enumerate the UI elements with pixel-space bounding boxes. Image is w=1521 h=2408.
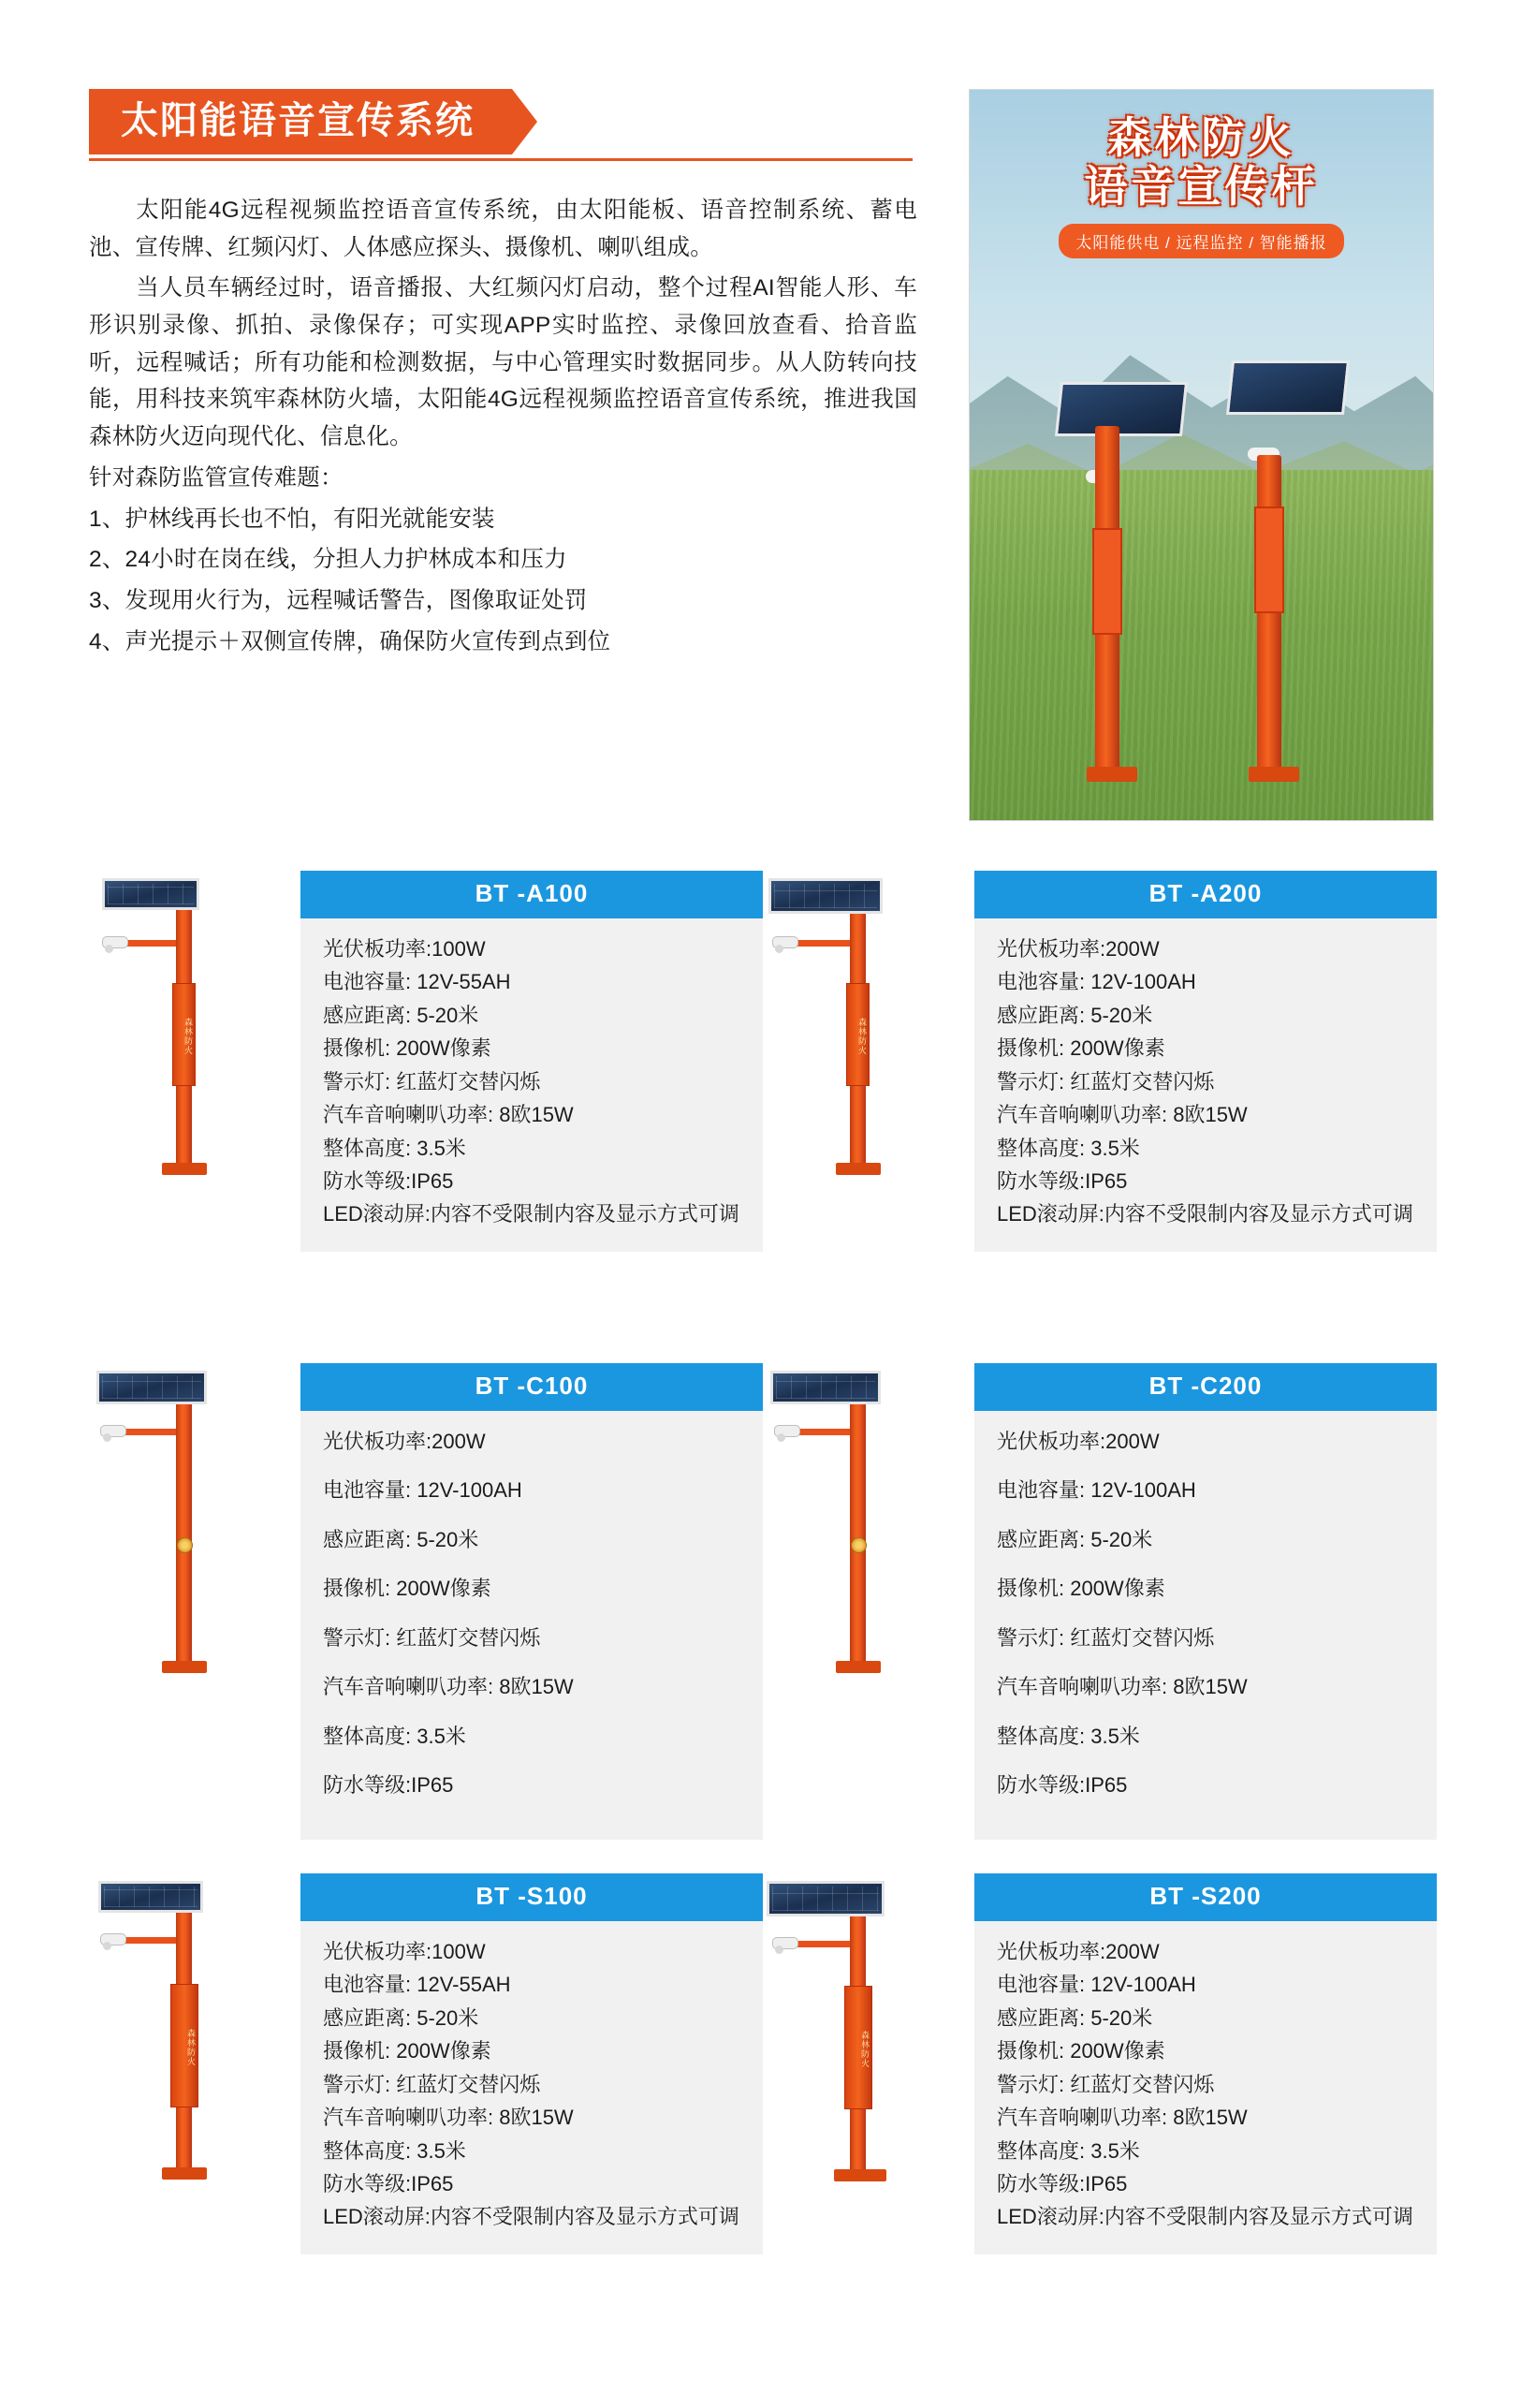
solar-panel-icon xyxy=(98,1881,203,1913)
spec-item: 汽车音响喇叭功率: 8欧15W xyxy=(997,1103,1248,1127)
pole-shaft xyxy=(850,1404,866,1667)
product-info-a200 xyxy=(974,871,1437,1252)
product-info-a100 xyxy=(300,871,763,1252)
intro-subheading: 针对森防监管宣传难题： xyxy=(89,464,344,491)
intro-text-block xyxy=(89,192,917,664)
spec-item: 防水等级:IP65 xyxy=(323,1169,454,1194)
hero-pole-right xyxy=(1257,455,1281,776)
product-image-a200 xyxy=(763,871,967,1329)
spec-item: 感应距离: 5-20米 xyxy=(323,1003,479,1027)
spec-item: 光伏板功率:100W xyxy=(323,1939,486,1963)
product-specs-s200 xyxy=(974,1921,1437,2254)
spec-item: 警示灯: 红蓝灯交替闪烁 xyxy=(997,1069,1215,1094)
speaker-icon xyxy=(177,1537,193,1553)
product-specs-a200 xyxy=(974,918,1437,1252)
solar-panel-icon xyxy=(768,878,883,914)
signboard: 森林防火 xyxy=(172,983,196,1086)
product-info-c200 xyxy=(974,1363,1437,1840)
intro-point-3: 3、发现用火行为，远程喊话警告，图像取证处罚 xyxy=(89,587,588,613)
product-card-c200 xyxy=(763,1363,1437,1840)
spec-item: 感应距离: 5-20米 xyxy=(997,2005,1153,2030)
spec-item: LED滚动屏:内容不受限制内容及显示方式可调 xyxy=(323,2204,739,2228)
page-header xyxy=(89,89,913,154)
spec-item: 警示灯: 红蓝灯交替闪烁 xyxy=(323,1625,541,1650)
speaker-icon xyxy=(851,1537,867,1553)
spec-item: 汽车音响喇叭功率: 8欧15W xyxy=(997,1675,1248,1699)
camera-icon xyxy=(772,936,798,948)
product-card-a200 xyxy=(763,871,1437,1329)
spec-item: 防水等级:IP65 xyxy=(997,1169,1128,1194)
pole-base xyxy=(834,2169,886,2181)
spec-item: 感应距离: 5-20米 xyxy=(997,1003,1153,1027)
product-model-a100: BT -A100 xyxy=(300,871,763,918)
spec-item: 光伏板功率:200W xyxy=(997,937,1160,961)
spec-item: 整体高度: 3.5米 xyxy=(997,1136,1140,1160)
spec-item: 电池容量: 12V-100AH xyxy=(323,1478,522,1503)
spec-item: 电池容量: 12V-100AH xyxy=(997,1478,1196,1503)
camera-icon xyxy=(100,1425,126,1437)
product-card-s200 xyxy=(763,1873,1437,2332)
intro-paragraph-2: 当人员车辆经过时，语音播报、大红频闪灯启动，整个过程AI智能人形、车形识别录像、抓拍、录像保存；可实现APP实时监控、录像回放查看、拾音监听，远程喊话；所有功能和检测数据，与中心管理实时数据同步。从人防转向技能，用科技来筑牢森林防火墙，太阳能4G远程视频监控语音宣传系统，推进我国森林防火迈向现代化、信息化。 xyxy=(89,275,917,450)
solar-panel-icon xyxy=(102,878,199,910)
spec-item: 整体高度: 3.5米 xyxy=(997,2138,1140,2163)
product-card-a100 xyxy=(89,871,763,1329)
spec-item: 电池容量: 12V-100AH xyxy=(997,1973,1196,1997)
title-divider xyxy=(89,158,913,161)
product-row xyxy=(89,871,1437,1329)
product-grid xyxy=(89,871,1437,2366)
spec-item: 摄像机: 200W像素 xyxy=(997,1577,1165,1601)
camera-icon xyxy=(774,1425,800,1437)
hero-photo xyxy=(969,89,1434,821)
spec-item: 汽车音响喇叭功率: 8欧15W xyxy=(323,2106,574,2130)
pole-base xyxy=(162,1163,207,1175)
spec-item: 光伏板功率:200W xyxy=(323,1430,486,1453)
product-row xyxy=(89,1873,1437,2332)
product-model-a200: BT -A200 xyxy=(974,871,1437,918)
spec-item: 防水等级:IP65 xyxy=(997,1773,1128,1798)
pole-base xyxy=(836,1163,881,1175)
product-model-s100: BT -S100 xyxy=(300,1873,763,1921)
spec-item: 汽车音响喇叭功率: 8欧15W xyxy=(323,1103,574,1127)
spec-item: 电池容量: 12V-100AH xyxy=(997,970,1196,994)
product-image-a100 xyxy=(89,871,293,1329)
spec-item: 光伏板功率:200W xyxy=(997,1939,1160,1963)
spec-item: 警示灯: 红蓝灯交替闪烁 xyxy=(997,1625,1215,1650)
camera-icon xyxy=(100,1933,126,1945)
hero-headline-line-1: 森林防火 xyxy=(1107,113,1295,162)
hero-feature-pill: 太阳能供电 / 远程监控 / 智能播报 xyxy=(1059,224,1343,258)
spec-item: LED滚动屏:内容不受限制内容及显示方式可调 xyxy=(323,1201,739,1226)
product-card-s100 xyxy=(89,1873,763,2332)
camera-icon xyxy=(102,936,128,948)
product-image-s200 xyxy=(763,1873,967,2332)
spec-item: 整体高度: 3.5米 xyxy=(997,1724,1140,1748)
spec-item: 整体高度: 3.5米 xyxy=(323,1724,466,1748)
signboard: 森林防火 xyxy=(846,983,870,1086)
spec-item: 警示灯: 红蓝灯交替闪烁 xyxy=(997,2072,1215,2096)
product-info-s100 xyxy=(300,1873,763,2254)
spec-item: LED滚动屏:内容不受限制内容及显示方式可调 xyxy=(997,2204,1413,2228)
spec-item: 防水等级:IP65 xyxy=(323,1773,454,1798)
spec-item: 摄像机: 200W像素 xyxy=(323,2039,491,2063)
solar-panel-icon xyxy=(96,1371,207,1404)
intro-point-4: 4、声光提示＋双侧宣传牌，确保防火宣传到点到位 xyxy=(89,628,611,654)
product-specs-c200 xyxy=(974,1411,1437,1840)
spec-item: 警示灯: 红蓝灯交替闪烁 xyxy=(323,1069,541,1094)
spec-item: 摄像机: 200W像素 xyxy=(323,1036,491,1061)
product-specs-s100 xyxy=(300,1921,763,2254)
pole-shaft xyxy=(176,1404,192,1667)
spec-item: 摄像机: 200W像素 xyxy=(323,1577,491,1601)
grass-layer xyxy=(970,470,1433,820)
spec-item: 整体高度: 3.5米 xyxy=(323,2138,466,2163)
product-specs-a100 xyxy=(300,918,763,1252)
spec-item: LED滚动屏:内容不受限制内容及显示方式可调 xyxy=(997,1201,1413,1226)
product-image-s100 xyxy=(89,1873,293,2332)
intro-point-1: 1、护林线再长也不怕，有阳光就能安装 xyxy=(89,506,495,532)
spec-item: 摄像机: 200W像素 xyxy=(997,1036,1165,1061)
spec-item: 汽车音响喇叭功率: 8欧15W xyxy=(997,2106,1248,2130)
spec-item: 整体高度: 3.5米 xyxy=(323,1136,466,1160)
spec-item: 警示灯: 红蓝灯交替闪烁 xyxy=(323,2072,541,2096)
product-model-c100: BT -C100 xyxy=(300,1363,763,1411)
solar-panel-icon xyxy=(770,1371,881,1404)
spec-item: 电池容量: 12V-55AH xyxy=(323,970,511,994)
product-specs-c100 xyxy=(300,1411,763,1840)
spec-item: 感应距离: 5-20米 xyxy=(997,1527,1153,1551)
spec-item: 防水等级:IP65 xyxy=(323,2172,454,2196)
pole-base xyxy=(836,1661,881,1673)
spec-item: 光伏板功率:200W xyxy=(997,1430,1160,1453)
hero-pole-base-left xyxy=(1087,767,1137,782)
pole-base xyxy=(162,1661,207,1673)
intro-paragraph-1: 太阳能4G远程视频监控语音宣传系统，由太阳能板、语音控制系统、蓄电池、宣传牌、红频闪灯、人体感应探头、摄像机、喇叭组成。 xyxy=(89,198,917,260)
product-image-c200 xyxy=(763,1363,967,1822)
signboard: 森林防火 xyxy=(844,1986,872,2109)
spec-item: 电池容量: 12V-55AH xyxy=(323,1973,511,1997)
product-row xyxy=(89,1363,1437,1840)
hero-solar-panel-right xyxy=(1226,360,1350,415)
hero-banner-text xyxy=(970,90,1433,258)
intro-point-2: 2、24小时在岗在线，分担人力护林成本和压力 xyxy=(89,547,567,573)
camera-icon xyxy=(772,1937,798,1949)
hero-signboard-left xyxy=(1092,528,1122,635)
product-info-s200 xyxy=(974,1873,1437,2254)
spec-item: 感应距离: 5-20米 xyxy=(323,2005,479,2030)
product-model-c200: BT -C200 xyxy=(974,1363,1437,1411)
spec-item: 防水等级:IP65 xyxy=(997,2172,1128,2196)
page-title: 太阳能语音宣传系统 xyxy=(89,89,512,154)
signboard: 森林防火 xyxy=(170,1984,198,2107)
spec-item: 汽车音响喇叭功率: 8欧15W xyxy=(323,1675,574,1699)
pole-base xyxy=(162,2167,207,2180)
spec-item: 光伏板功率:100W xyxy=(323,937,486,961)
spec-item: 感应距离: 5-20米 xyxy=(323,1527,479,1551)
hero-signboard-right xyxy=(1254,507,1284,613)
hero-headline-line-2: 语音宣传杆 xyxy=(1084,161,1319,211)
product-model-s200: BT -S200 xyxy=(974,1873,1437,1921)
spec-item: 摄像机: 200W像素 xyxy=(997,2039,1165,2063)
solar-panel-icon xyxy=(767,1881,885,1916)
hero-solar-panel-left xyxy=(1055,382,1188,436)
product-info-c100 xyxy=(300,1363,763,1840)
product-image-c100 xyxy=(89,1363,293,1822)
product-card-c100 xyxy=(89,1363,763,1840)
hero-pole-base-right xyxy=(1249,767,1299,782)
